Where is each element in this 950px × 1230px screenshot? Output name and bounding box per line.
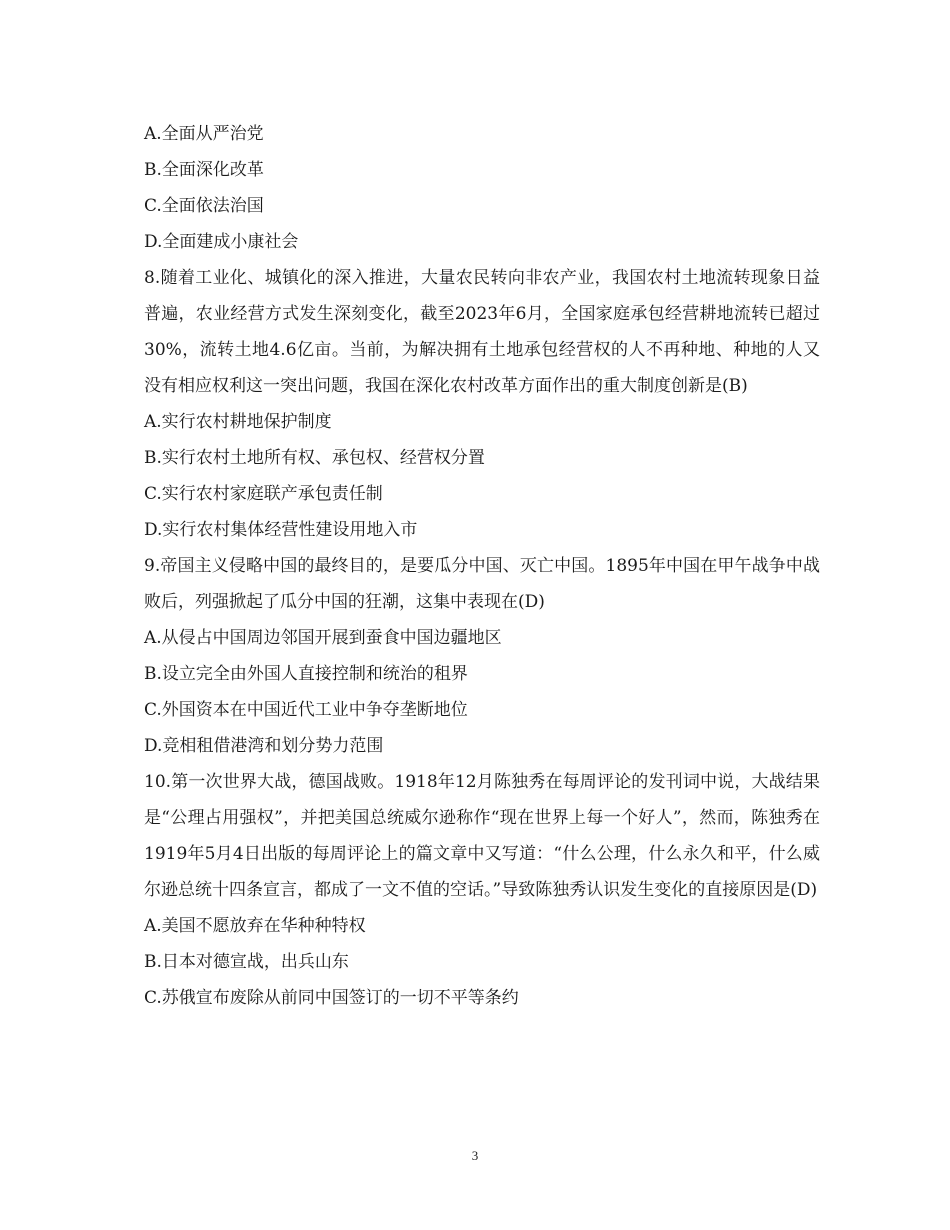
option-8a: A.实行农村耕地保护制度 — [144, 412, 332, 432]
question-10: 10.第一次世界大战，德国战败。1918年12月陈独秀在每周评论的发刊词中说，大战结果是“公理占用强权”，并把美国总统威尔逊称作“现在世界上每一个好人”，然而，陈独秀在1919年5月4日出版的每周评论上的篇文章中又写道：“什么公理，什么永久和平，什么威尔逊总统十四条宣言，都成了一文不值的空话。”导致陈独秀认识发生变化的直接原因是(D) — [144, 772, 820, 900]
page-number: 3 — [471, 1148, 479, 1163]
option-7b: B.全面深化改革 — [144, 160, 264, 180]
option-8c: C.实行农村家庭联产承包责任制 — [144, 484, 383, 504]
option-8d: D.实行农村集体经营性建设用地入市 — [144, 520, 418, 540]
option-7a: A.全面从严治党 — [144, 124, 264, 144]
option-9a: A.从侵占中国周边邻国开展到蚕食中国边疆地区 — [144, 628, 502, 648]
question-8: 8.随着工业化、城镇化的深入推进，大量农民转向非农产业，我国农村土地流转现象日益普遍，农业经营方式发生深刻变化，截至2023年6月，全国家庭承包经营耕地流转已超过30%，流转土地4.6亿亩。当前，为解决拥有土地承包经营权的人不再种地、种地的人又没有相应权利这一突出问题，我国在深化农村改革方面作出的重大制度创新是(B) — [144, 268, 820, 396]
option-10c: C.苏俄宣布废除从前同中国签订的一切不平等条约 — [144, 988, 519, 1008]
option-7c: C.全面依法治国 — [144, 196, 264, 216]
option-7d: D.全面建成小康社会 — [144, 232, 299, 252]
page-content — [144, 116, 820, 1016]
option-9d: D.竞相租借港湾和划分势力范围 — [144, 736, 384, 756]
option-10b: B.日本对德宣战，出兵山东 — [144, 952, 349, 972]
option-9b: B.设立完全由外国人直接控制和统治的租界 — [144, 664, 468, 684]
option-9c: C.外国资本在中国近代工业中争夺垄断地位 — [144, 700, 468, 720]
option-10a: A.美国不愿放弃在华种种特权 — [144, 916, 366, 936]
option-8b: B.实行农村土地所有权、承包权、经营权分置 — [144, 448, 485, 468]
question-9: 9.帝国主义侵略中国的最终目的，是要瓜分中国、灭亡中国。1895年中国在甲午战争中战败后，列强掀起了瓜分中国的狂潮，这集中表现在(D) — [144, 556, 820, 612]
